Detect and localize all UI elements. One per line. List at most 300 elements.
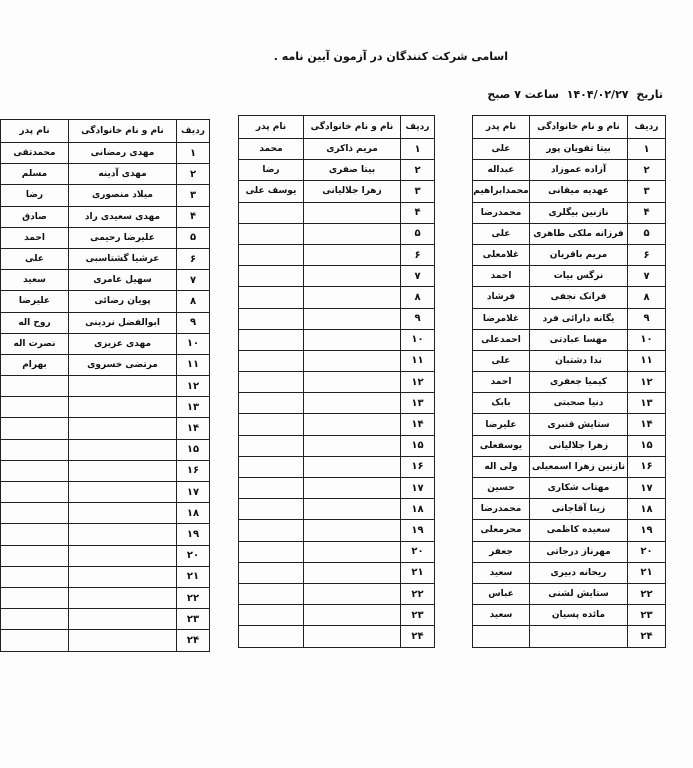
participant-name: مهدی رمضانی [69,143,177,164]
participant-name [304,223,401,244]
table-row [239,160,435,181]
father-name: فرشاد [473,287,530,308]
row-number: ۱۸ [628,499,666,520]
participant-name: آزاده عموزاد [530,160,628,181]
father-name: علیرضا [473,414,530,435]
table-row [473,605,666,626]
row-number: ۲۰ [401,541,435,562]
row-number: ۲۳ [401,605,435,626]
row-number: ۶ [628,244,666,265]
father-name: صادق [1,206,69,227]
table-row [1,270,210,291]
row-number: ۱۱ [177,354,210,375]
table-row [239,287,435,308]
father-name [239,478,304,499]
row-number: ۱۰ [628,329,666,350]
father-name [239,499,304,520]
father-name [239,287,304,308]
father-name: نصرت اله [1,333,69,354]
participant-name: مهرناز درجاتی [530,541,628,562]
row-number: ۴ [401,202,435,223]
father-name [239,308,304,329]
table-row [473,350,666,371]
row-number: ۲۱ [177,566,210,587]
participant-name: مهدی سعیدی راد [69,206,177,227]
row-number: ۱۶ [628,456,666,477]
row-number: ۱۹ [401,520,435,541]
father-name: غلامعلی [473,244,530,265]
table-row [473,541,666,562]
participant-name: دنیا صحبتی [530,393,628,414]
row-number: ۸ [401,287,435,308]
table-row [239,350,435,371]
father-name: یوسف علی [239,181,304,202]
participant-name: بیتا تقویان پور [530,139,628,160]
participant-name: فرانک نجفی [530,287,628,308]
row-number: ۲۰ [177,545,210,566]
father-name [1,418,69,439]
row-number: ۲۳ [177,609,210,630]
table-row [473,308,666,329]
participant-name: نرگس بیات [530,266,628,287]
table-row [473,372,666,393]
table-row [239,435,435,456]
row-number: ۱۷ [628,478,666,499]
table-row [473,393,666,414]
row-number: ۱۰ [401,329,435,350]
participant-name [69,503,177,524]
table-row [1,291,210,312]
row-number: ۱۴ [177,418,210,439]
participants-table-3 [0,119,210,652]
table-row [1,143,210,164]
father-name: علی [473,139,530,160]
participant-name [69,609,177,630]
row-number: ۵ [177,227,210,248]
father-name: محمدرضا [473,202,530,223]
participant-name [304,520,401,541]
row-number: ۲۲ [401,583,435,604]
row-number: ۳ [401,181,435,202]
participant-name [304,605,401,626]
row-number: ۲۰ [628,541,666,562]
participant-name: زینا آقاجانی [530,499,628,520]
participant-name [304,478,401,499]
father-name: علی [473,350,530,371]
row-number: ۲۲ [177,587,210,608]
table-row [1,439,210,460]
father-name: حسین [473,478,530,499]
father-name: محرمعلی [473,520,530,541]
participant-name [304,456,401,477]
father-name [239,583,304,604]
row-number: ۱۲ [401,372,435,393]
col-header-name: نام و نام خانوادگی [530,116,628,139]
row-number: ۹ [401,308,435,329]
row-number: ۱۳ [628,393,666,414]
participant-name [304,202,401,223]
table-row [473,266,666,287]
participant-name [304,350,401,371]
col-header-row: ردیف [401,116,435,139]
participant-name [304,329,401,350]
participant-name: مهدی آدینه [69,164,177,185]
father-name: سعید [473,562,530,583]
col-header-row: ردیف [177,120,210,143]
table-row [239,372,435,393]
father-name [1,376,69,397]
page-title: اسامی شرکت کنندگان در آزمون آیین نامه . [273,50,508,63]
father-name [239,520,304,541]
table-row [473,583,666,604]
father-name [239,435,304,456]
row-number: ۱۹ [628,520,666,541]
participant-name: ریحانه دبیری [530,562,628,583]
table-row [239,626,435,647]
row-number: ۱۴ [628,414,666,435]
table-row [239,202,435,223]
table-row [1,545,210,566]
participant-name [69,460,177,481]
table-row [239,266,435,287]
participant-name: مهسا عبادتی [530,329,628,350]
table-row [1,566,210,587]
row-number: ۷ [628,266,666,287]
father-name: احمد [1,227,69,248]
row-number: ۵ [401,223,435,244]
father-name: عباس [473,583,530,604]
table-row [473,287,666,308]
table-row [1,312,210,333]
table-row [239,520,435,541]
time-label: ساعت [524,88,559,101]
father-name [239,541,304,562]
participant-name [69,376,177,397]
row-number: ۱۵ [628,435,666,456]
participants-table-2 [238,115,435,648]
table-row [473,478,666,499]
table-row [473,562,666,583]
table-row [1,333,210,354]
table-row [1,460,210,481]
father-name: محمدابراهیم [473,181,530,202]
father-name [1,503,69,524]
father-name [239,393,304,414]
table-row [1,397,210,418]
row-number: ۱۹ [177,524,210,545]
father-name [239,562,304,583]
participant-name [530,626,628,647]
row-number: ۱۸ [177,503,210,524]
father-name: مسلم [1,164,69,185]
row-number: ۱۳ [401,393,435,414]
table-row [239,414,435,435]
date-label: تاریخ [636,88,663,101]
father-name [1,630,69,651]
row-number: ۸ [628,287,666,308]
participant-name [304,244,401,265]
participant-name: مریم ذاکری [304,139,401,160]
row-number: ۷ [177,270,210,291]
father-name [473,626,530,647]
father-name [1,587,69,608]
father-name: محمدرضا [473,499,530,520]
father-name: جعفر [473,541,530,562]
father-name: رضا [1,185,69,206]
father-name: سعید [473,605,530,626]
row-number: ۸ [177,291,210,312]
participant-name: یگانه دارائی فرد [530,308,628,329]
row-number: ۱۱ [401,350,435,371]
table-row [473,456,666,477]
father-name [239,626,304,647]
col-header-name: نام و نام خانوادگی [304,116,401,139]
participant-name: مائده پسیان [530,605,628,626]
row-number: ۲ [177,164,210,185]
father-name [1,482,69,503]
table-row [239,541,435,562]
row-number: ۲۱ [628,562,666,583]
table-row [239,223,435,244]
participant-name [304,372,401,393]
col-header-father: نام پدر [473,116,530,139]
participant-name [304,287,401,308]
participant-name [304,562,401,583]
participant-name: نازنین زهرا اسمعیلی [530,456,628,477]
participant-name [69,397,177,418]
table-row [239,562,435,583]
table-row [239,308,435,329]
row-number: ۱۶ [177,460,210,481]
table-row [239,329,435,350]
participant-name [69,418,177,439]
col-header-name: نام و نام خانوادگی [69,120,177,143]
table-row [1,503,210,524]
table-row [473,435,666,456]
row-number: ۱۶ [401,456,435,477]
row-number: ۲ [628,160,666,181]
table-row [473,329,666,350]
father-name: احمدعلی [473,329,530,350]
table-row [239,393,435,414]
father-name: بابک [473,393,530,414]
participant-name [69,566,177,587]
participant-name: مریم باقریان [530,244,628,265]
table-row [239,244,435,265]
row-number: ۷ [401,266,435,287]
father-name [1,545,69,566]
participant-name: زهرا جلالیانی [304,181,401,202]
row-number: ۱۲ [177,376,210,397]
father-name [239,350,304,371]
father-name [239,372,304,393]
participant-name [304,541,401,562]
table-row [239,456,435,477]
father-name: یوسفعلی [473,435,530,456]
table-row [1,164,210,185]
row-number: ۳ [628,181,666,202]
table-row [239,139,435,160]
table-row [239,181,435,202]
row-number: ۱۳ [177,397,210,418]
father-name [1,439,69,460]
row-number: ۲۳ [628,605,666,626]
row-number: ۹ [628,308,666,329]
row-number: ۶ [177,248,210,269]
table-row [1,630,210,651]
participant-name: فرزانه ملکی طاهری [530,223,628,244]
row-number: ۲۴ [401,626,435,647]
participant-name [69,524,177,545]
father-name: علیرضا [1,291,69,312]
father-name: عبداله [473,160,530,181]
table-row [473,626,666,647]
father-name [1,609,69,630]
row-number: ۲۴ [177,630,210,651]
table-row [473,202,666,223]
father-name [239,605,304,626]
table-row [1,587,210,608]
participant-name [69,630,177,651]
row-number: ۱۰ [177,333,210,354]
father-name: ولی اله [473,456,530,477]
participant-name [69,587,177,608]
participant-name [304,414,401,435]
participant-name [69,439,177,460]
row-number: ۱ [401,139,435,160]
participant-name [304,499,401,520]
table-row [1,524,210,545]
father-name [1,566,69,587]
participant-name [304,626,401,647]
father-name [239,223,304,244]
participant-name: مهدی عزیزی [69,333,177,354]
row-number: ۱۷ [401,478,435,499]
table-row [1,185,210,206]
father-name: احمد [473,372,530,393]
row-number: ۳ [177,185,210,206]
father-name: محمد [239,139,304,160]
table-row [1,418,210,439]
table-row [239,499,435,520]
father-name [239,244,304,265]
table-row [1,482,210,503]
participant-name: ابوالفضل نردینی [69,312,177,333]
participant-name: نازنین بیگلری [530,202,628,223]
table-row [473,244,666,265]
participant-name: ندا دشتبان [530,350,628,371]
participant-name [69,482,177,503]
participant-name: عهدیه میقانی [530,181,628,202]
table-row [1,609,210,630]
row-number: ۴ [628,202,666,223]
father-name: علی [473,223,530,244]
row-number: ۲ [401,160,435,181]
date-value: ۱۴۰۴/۰۲/۲۷ [566,88,629,101]
col-header-father: نام پدر [239,116,304,139]
row-number: ۴ [177,206,210,227]
participant-name: بیتا صفری [304,160,401,181]
father-name [239,329,304,350]
father-name: احمد [473,266,530,287]
row-number: ۵ [628,223,666,244]
father-name: غلامرضا [473,308,530,329]
father-name [1,524,69,545]
row-number: ۱۵ [401,435,435,456]
table-row [239,478,435,499]
father-name [1,460,69,481]
date-line [487,88,663,101]
row-number: ۱۷ [177,482,210,503]
row-number: ۱ [177,143,210,164]
table-row [1,354,210,375]
participant-name: سعیده کاظمی [530,520,628,541]
table-row [473,160,666,181]
father-name [239,266,304,287]
father-name [239,202,304,223]
participant-name: زهرا جلالیانی [530,435,628,456]
row-number: ۲۴ [628,626,666,647]
participant-name: مرتضی خسروی [69,354,177,375]
participant-name: مهتاب شکاری [530,478,628,499]
table-row [473,139,666,160]
table-row [239,583,435,604]
participant-name [304,266,401,287]
participant-name: پویان رضائی [69,291,177,312]
table-row [473,499,666,520]
row-number: ۱ [628,139,666,160]
table-row [473,181,666,202]
table-row [1,248,210,269]
participant-name [304,308,401,329]
father-name: علی [1,248,69,269]
row-number: ۱۴ [401,414,435,435]
participant-name: سهیل عامری [69,270,177,291]
father-name [239,456,304,477]
participant-name [69,545,177,566]
father-name: بهرام [1,354,69,375]
father-name: رضا [239,160,304,181]
father-name [239,414,304,435]
participant-name: ستایش قنبری [530,414,628,435]
row-number: ۲۱ [401,562,435,583]
table-row [239,605,435,626]
table-row [473,520,666,541]
row-number: ۱۵ [177,439,210,460]
participant-name [304,435,401,456]
participant-name [304,393,401,414]
row-number: ۲۲ [628,583,666,604]
row-number: ۱۸ [401,499,435,520]
row-number: ۱۱ [628,350,666,371]
table-row [1,376,210,397]
father-name: محمدتقی [1,143,69,164]
father-name: روح اله [1,312,69,333]
father-name: سعید [1,270,69,291]
row-number: ۶ [401,244,435,265]
father-name [1,397,69,418]
table-row [1,206,210,227]
participant-name: کیمیا جعفری [530,372,628,393]
col-header-father: نام پدر [1,120,69,143]
col-header-row: ردیف [628,116,666,139]
participant-name: علیرضا رحیمی [69,227,177,248]
participant-name: ستایش لشنی [530,583,628,604]
time-value: ۷ صبح [487,88,521,101]
table-row [1,227,210,248]
table-row [473,414,666,435]
row-number: ۱۲ [628,372,666,393]
